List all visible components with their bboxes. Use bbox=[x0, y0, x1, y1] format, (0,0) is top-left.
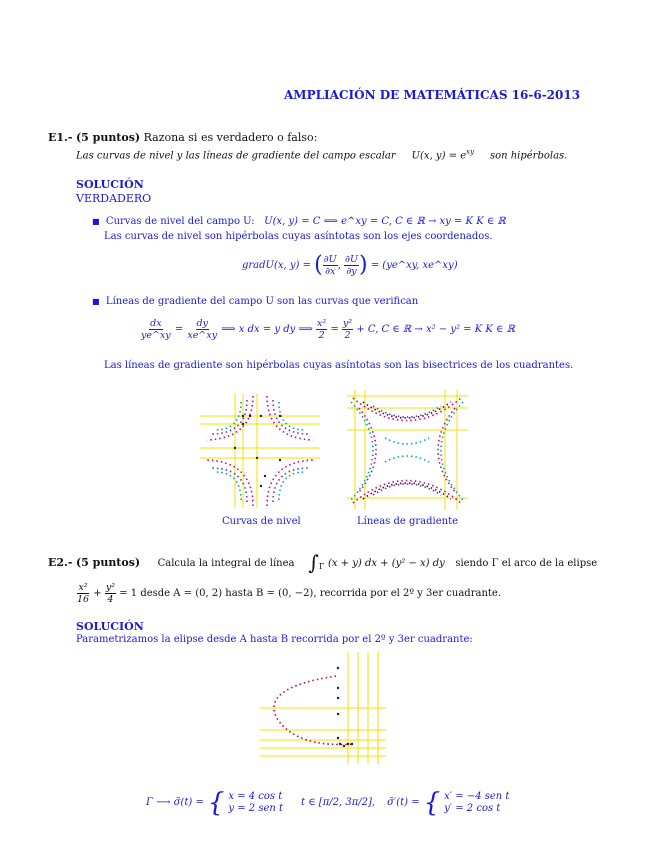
gradient-conclusion: Las líneas de gradiente son hipérbolas cuyas asíntotas son las bisectrices de los cuadrantes. bbox=[104, 360, 574, 371]
brace-icon: { bbox=[207, 788, 225, 818]
exercise-points: (5 puntos) bbox=[75, 556, 141, 569]
ellipse-line: $\frac{\text{x²}}{16}$ + $\frac{\text{y²}}{4}$ = 1 desde A = (0, 2) hasta B = (0, −2), recorrida por el 2º y 3er cuadrante. bbox=[77, 582, 501, 605]
level-curves-conclusion: Las curvas de nivel son hipérbolas cuyas asíntotas son los ejes coordenados. bbox=[104, 231, 493, 242]
frac-num: ∂U bbox=[345, 254, 358, 265]
ode-frac-2 bbox=[186, 318, 218, 341]
param-lhs: Γ ⟶ σ̄(t) = bbox=[146, 797, 204, 808]
caption-level-curves: Curvas de nivel bbox=[222, 516, 301, 527]
bullet-icon: ■ bbox=[92, 297, 100, 306]
solution-heading-2: SOLUCIÓN bbox=[76, 620, 144, 633]
statement-text: Las curvas de nivel y las líneas de gradiente del campo escalar bbox=[76, 150, 396, 162]
statement-exponent: xy bbox=[466, 148, 475, 156]
exercise-prompt: Razona si es verdadero o falso: bbox=[143, 131, 318, 144]
grad-rhs: = (ye^xy, xe^xy) bbox=[370, 260, 458, 271]
integral-sign: ∫ bbox=[308, 550, 319, 575]
yellow-grid bbox=[200, 393, 320, 508]
left-paren: ( bbox=[314, 252, 323, 278]
solution-heading-1: SOLUCIÓN bbox=[76, 178, 144, 191]
deriv-x: x′ = −4 sen t bbox=[444, 791, 510, 802]
frac-den: xe^xy bbox=[187, 330, 218, 341]
param-x: x = 4 cos t bbox=[228, 791, 283, 802]
exercise-points: (5 puntos) bbox=[75, 131, 141, 144]
frac-num: x² bbox=[78, 582, 88, 593]
verdict: VERDADERO bbox=[76, 192, 152, 205]
level-curves-figure bbox=[195, 388, 325, 513]
integral-subscript: Γ bbox=[318, 562, 325, 572]
bullet-formula: U(x, y) = C ⟺ e^xy = C, C ∈ ℝ → xy = K K ∈ ℝ bbox=[264, 216, 506, 227]
parametrization-formula bbox=[146, 790, 509, 816]
bullet-icon: ■ bbox=[92, 217, 100, 226]
frac-num: y² bbox=[342, 318, 353, 329]
integral-after: siendo Γ el arco de la elipse bbox=[455, 558, 598, 569]
frac-den: ∂y bbox=[346, 266, 357, 277]
exercise-label: E1.- bbox=[48, 131, 73, 144]
frac-den: 4 bbox=[107, 594, 114, 605]
yellow-grid bbox=[347, 390, 468, 510]
deriv-lhs: σ̄′(t) = bbox=[387, 797, 420, 808]
ode-frac-4 bbox=[342, 318, 353, 341]
ode-frac-1 bbox=[140, 318, 172, 341]
ellipse-frac-2 bbox=[105, 582, 116, 605]
deriv-system bbox=[444, 791, 509, 815]
frac-den: 2 bbox=[344, 330, 351, 341]
ellipse-frac-1 bbox=[76, 582, 90, 605]
exercise-1-statement bbox=[76, 146, 567, 162]
exercise-2-header bbox=[48, 550, 598, 575]
bullet-text: Líneas de gradiente del campo U son las curvas que verifican bbox=[105, 296, 419, 307]
frac-num: dy bbox=[196, 318, 208, 329]
frac-den: ∂x bbox=[325, 266, 336, 277]
param-system bbox=[228, 791, 283, 815]
ellipse-arc bbox=[274, 676, 354, 745]
caption-gradient-lines: Líneas de gradiente bbox=[357, 516, 459, 527]
gradient-formula: gradU(x, y) = ( $\frac{\partial U}{\partial x}$ , $\frac{\partial U}{\partial y}$ ) = (ye^xy, xe^xy) bbox=[242, 252, 458, 278]
exercise-label: E2.- bbox=[48, 556, 73, 569]
deriv-y: y′ = 2 cos t bbox=[444, 803, 501, 814]
ode-rest: + C, C ∈ ℝ → x² − y² = K K ∈ ℝ bbox=[356, 324, 515, 335]
gradient-lines bbox=[351, 398, 463, 503]
right-paren: ) bbox=[358, 252, 368, 278]
grad-frac-2 bbox=[344, 254, 359, 277]
frac-num: x² bbox=[317, 318, 327, 329]
bullet-level-curves bbox=[92, 216, 506, 228]
param-range: t ∈ [π/2, 3π/2], bbox=[301, 797, 376, 808]
frac-den: ye^xy bbox=[141, 330, 171, 341]
frac-num: y² bbox=[105, 582, 116, 593]
param-y: y = 2 sen t bbox=[228, 803, 284, 814]
ode-formula: $\frac{dx}{ye\^{}xy}$ = $\frac{dy}{xe\^{}xy}$ ⟹ x dx = y dy ⟹ $\frac{\text{x²}}{2}$ = $\frac{\text{y²}}{2}$ + C, C ∈ ℝ → x² − y² = K K ∈ ℝ bbox=[141, 318, 515, 341]
ode-mid: ⟹ x dx = y dy ⟹ bbox=[221, 324, 313, 335]
yellow-grid bbox=[260, 652, 386, 764]
level-curves bbox=[207, 396, 313, 506]
bullet-gradient-lines bbox=[92, 296, 418, 308]
grad-frac-1 bbox=[323, 254, 338, 277]
gradient-lines-figure bbox=[345, 388, 470, 513]
frac-num: dx bbox=[150, 318, 162, 329]
exercise-1-header bbox=[48, 131, 317, 144]
statement-formula: U(x, y) = e bbox=[411, 150, 467, 162]
arc-points bbox=[337, 667, 353, 747]
frac-num: ∂U bbox=[323, 254, 337, 265]
grad-lhs: gradU(x, y) = bbox=[242, 260, 311, 271]
brace-icon: { bbox=[423, 788, 441, 818]
ode-frac-3 bbox=[316, 318, 327, 341]
integral-expression: (x + y) dx + (y² − x) dy bbox=[327, 558, 445, 569]
bullet-text: Curvas de nivel del campo U: bbox=[105, 216, 255, 227]
page-title: AMPLIACIÓN DE MATEMÁTICAS 16-6-2013 bbox=[284, 88, 581, 102]
exercise-prompt: Calcula la integral de línea bbox=[157, 558, 295, 569]
frac-den: 2 bbox=[318, 330, 325, 341]
ellipse-line-text: = 1 desde A = (0, 2) hasta B = (0, −2), recorrida por el 2º y 3er cuadrante. bbox=[119, 588, 501, 599]
frac-den: 16 bbox=[77, 594, 90, 605]
param-text: Parametrizamos la elipse desde A hasta B recorrida por el 2º y 3er cuadrante: bbox=[76, 634, 473, 645]
statement-end: son hipérbolas. bbox=[489, 150, 568, 162]
ellipse-arc-figure bbox=[258, 648, 388, 766]
